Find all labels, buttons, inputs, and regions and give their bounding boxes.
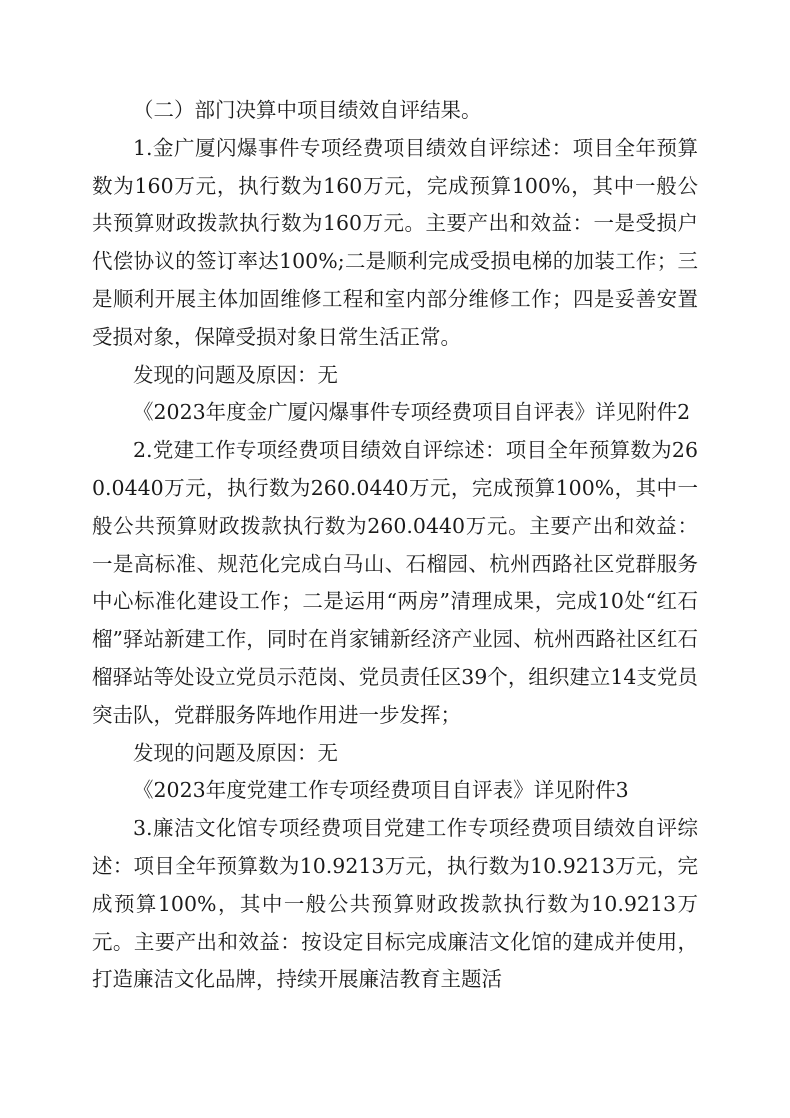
paragraph-project-2-issues: 发现的问题及原因：无 xyxy=(133,740,338,765)
paragraph-project-2-attachment: 《2023年度党建工作专项经费项目自评表》详见附件3 xyxy=(133,778,629,803)
paragraph-project-2-summary: 2.党建工作专项经费项目绩效自评综述：项目全年预算数为260.0440万元，执行数为260.0440万元，完成预算100%，其中一般公共预算财政拨款执行数为260.0440万元。主要产出和效益：一是高标准、规范化完成白马山、石榴园、杭州西路社区党群服务中心标准化建设工作；二是运用“两房”清理成果，完成10处“红石榴”驿站新建工作，同时在肖家铺新经济产业园、杭州西路社区红石榴驿站等处设立党员示范岗、党员责任区39个，组织建立14支党员突击队，党群服务阵地作用进一步发挥； xyxy=(92,438,698,727)
paragraph-project-1-attachment: 《2023年度金广厦闪爆事件专项经费项目自评表》详见附件2 xyxy=(133,400,691,425)
paragraph-project-1-summary: 1.金广厦闪爆事件专项经费项目绩效自评综述：项目全年预算数为160万元，执行数为160万元，完成预算100%，其中一般公共预算财政拨款执行数为160万元。主要产出和效益：一是受损户代偿协议的签订率达100%;二是顺利完成受损电梯的加装工作；三是顺利开展主体加固维修工程和室内部分维修工作；四是妥善安置受损对象，保障受损对象日常生活正常。 xyxy=(92,135,698,349)
paragraph-project-1-issues: 发现的问题及原因：无 xyxy=(133,362,338,387)
section-heading: （二）部门决算中项目绩效自评结果。 xyxy=(133,98,482,122)
document-page xyxy=(92,92,698,999)
paragraph-project-3-summary: 3.廉洁文化馆专项经费项目党建工作专项经费项目绩效自评综述：项目全年预算数为10.9213万元，执行数为10.9213万元，完成预算100%，其中一般公共预算财政拨款执行数为10.9213万元。主要产出和效益：按设定目标完成廉洁文化馆的建成并使用，打造廉洁文化品牌，持续开展廉洁教育主题活 xyxy=(92,816,698,992)
